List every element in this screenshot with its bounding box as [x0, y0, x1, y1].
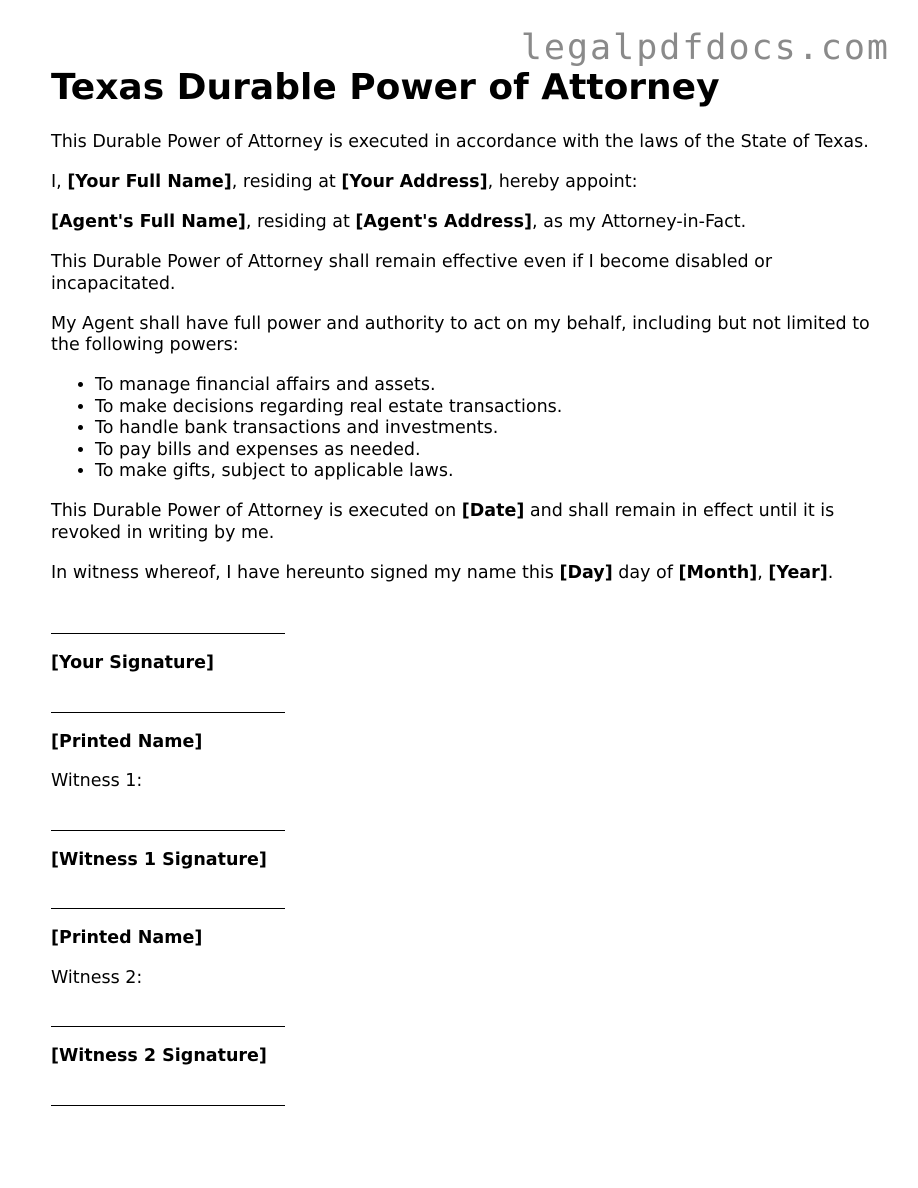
powers-intro-paragraph: My Agent shall have full power and authority to act on my behalf, including but not limited to the following powers:: [51, 313, 870, 355]
witness-1-signature-label: [Witness 1 Signature]: [51, 849, 267, 870]
witness-2-signature-line[interactable]: [51, 1026, 285, 1027]
witness-1-signature-line[interactable]: [51, 830, 285, 831]
year-placeholder: [Year]: [768, 562, 828, 583]
witness-1-label: Witness 1:: [51, 771, 143, 791]
list-item: • To manage financial affairs and assets.: [95, 375, 881, 397]
powers-list: [51, 375, 881, 483]
month-placeholder: [Month]: [678, 562, 758, 583]
witness-2-signature-label: [Witness 2 Signature]: [51, 1046, 267, 1066]
your-signature-label: [Your Signature]: [51, 653, 214, 673]
appointment-paragraph: [51, 172, 881, 194]
intro-paragraph: This Durable Power of Attorney is executed in accordance with the laws of the State of Texas.: [51, 132, 869, 152]
list-item: • To make gifts, subject to applicable laws.: [95, 461, 881, 483]
printed-name-label-2: [Printed Name]: [51, 928, 203, 948]
watermark: legalpdfdocs.com: [520, 28, 890, 68]
witness-before: In witness whereof, I have hereunto signed my name this: [51, 562, 554, 583]
agent-full-name-placeholder: [Agent's Full Name]: [51, 212, 246, 232]
witness-whereof-paragraph: [51, 563, 881, 585]
printed-name-line-1[interactable]: [51, 712, 285, 713]
witness-2-label: Witness 2:: [51, 967, 143, 988]
date-placeholder: [Date]: [461, 501, 525, 521]
document-title: Texas Durable Power of Attorney: [51, 67, 720, 108]
agent-paragraph: [51, 212, 881, 234]
your-address-placeholder: [Your Address]: [341, 172, 488, 192]
witness-2-printed-name-line[interactable]: [51, 1105, 285, 1106]
list-item: • To pay bills and expenses as needed.: [95, 440, 881, 462]
printed-name-label-1: [Printed Name]: [51, 731, 203, 752]
executed-before: This Durable Power of Attorney is executed on: [51, 501, 457, 521]
agent-as: , as my Attorney-in-Fact.: [531, 212, 747, 232]
witness-period: .: [827, 562, 834, 583]
witness-comma: ,: [757, 562, 763, 583]
your-signature-line[interactable]: [51, 633, 285, 634]
appoint-prefix: I,: [51, 172, 62, 192]
appoint-residing: , residing at: [231, 172, 336, 192]
appoint-hereby: , hereby appoint:: [487, 172, 638, 192]
executed-after: and shall remain in effect until it is revoked in writing by me.: [51, 501, 835, 543]
agent-residing: , residing at: [245, 212, 350, 232]
effective-paragraph: This Durable Power of Attorney shall remain effective even if I become disabled or incapacitated.: [51, 252, 773, 294]
list-item: • To handle bank transactions and investments.: [95, 418, 881, 440]
your-full-name-placeholder: [Your Full Name]: [67, 172, 232, 192]
day-placeholder: [Day]: [559, 562, 613, 583]
list-item: • To make decisions regarding real estate transactions.: [95, 397, 881, 419]
executed-paragraph: [51, 501, 881, 544]
printed-name-line-2[interactable]: [51, 908, 285, 909]
document-page: [51, 64, 881, 1106]
witness-day-of: day of: [618, 562, 673, 583]
agent-address-placeholder: [Agent's Address]: [355, 212, 532, 232]
